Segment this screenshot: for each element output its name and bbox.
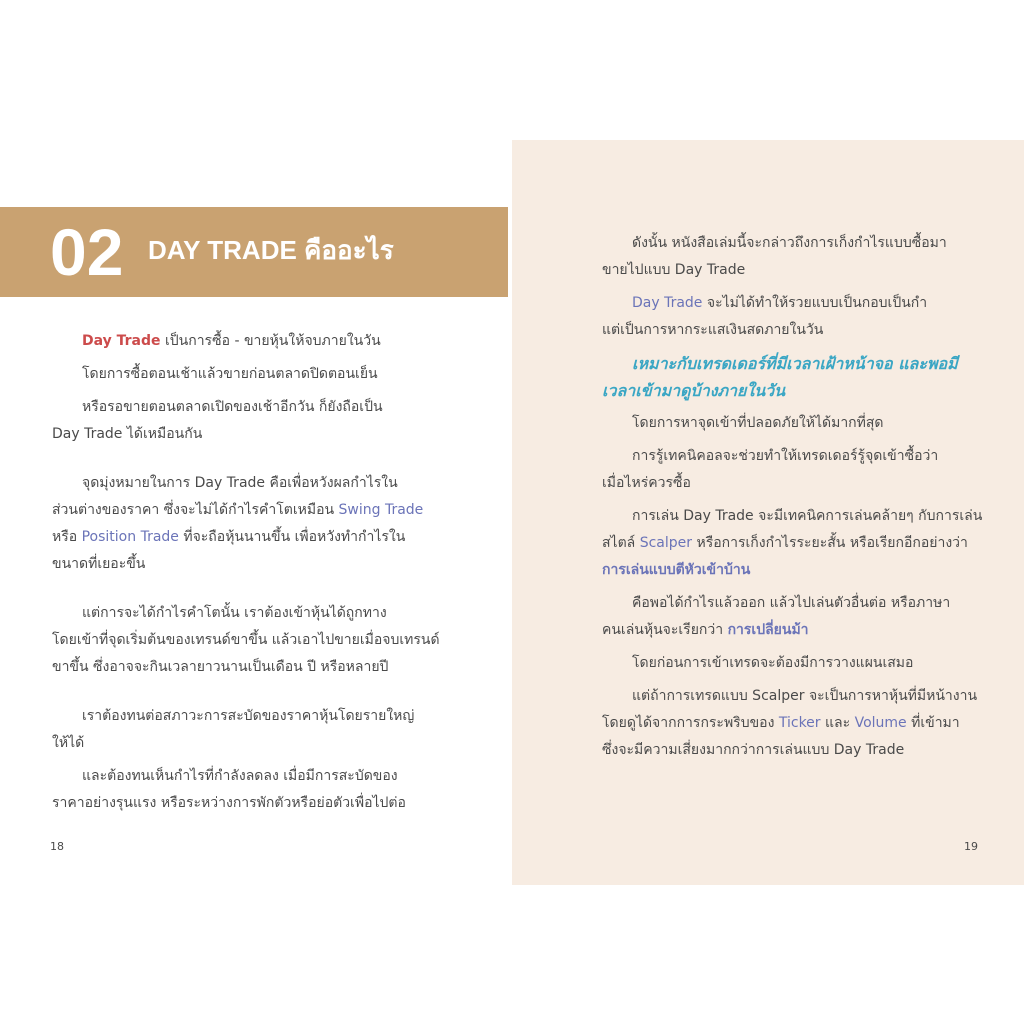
- term-highlight: Position Trade: [81, 529, 179, 545]
- text-line: แต่เป็นการหากระแสเงินสดภายในวัน: [602, 322, 824, 338]
- paragraph: [602, 590, 974, 644]
- text-line: ที่จะถือหุ้นนานขึ้น เพื่อหวังทำกำไรใน: [178, 529, 406, 545]
- text-line: เป็นการซื้อ - ขายหุ้นให้จบภายในวัน: [160, 333, 381, 349]
- paragraph: [602, 350, 974, 404]
- right-page: [512, 140, 1024, 885]
- term-highlight: Volume: [854, 715, 907, 731]
- text-line: ขาขึ้น ซึ่งอาจจะกินเวลายาวนานเป็นเดือน ปี หรือหลายปี: [52, 659, 389, 675]
- paragraph: [52, 361, 424, 388]
- paragraph: [52, 394, 424, 448]
- text-line: หรือ: [52, 529, 82, 545]
- term-highlight: Swing Trade: [338, 502, 424, 518]
- left-page: [0, 140, 512, 885]
- chapter-number: 02: [50, 215, 124, 289]
- paragraph: [602, 650, 974, 677]
- text-line: ให้ได้: [52, 735, 85, 751]
- term-highlight: Day Trade: [82, 333, 161, 349]
- text-line: จะไม่ได้ทำให้รวยแบบเป็นกอบเป็นกำ: [702, 295, 928, 311]
- text-line: หรือการเก็งกำไรระยะสั้น หรือเรียกอีกอย่างว่า: [692, 535, 968, 551]
- emphasis-line: เหมาะกับเทรดเดอร์ที่มีเวลาเฝ้าหน้าจอ และพอมี: [632, 354, 958, 373]
- page-number: 18: [50, 840, 64, 853]
- text-line: การเล่น Day Trade จะมีเทคนิคการเล่นคล้ายๆ กับการเล่น: [632, 508, 983, 524]
- term-highlight: Ticker: [778, 715, 821, 731]
- text-line: โดยการหาจุดเข้าที่ปลอดภัยให้ได้มากที่สุด: [632, 415, 884, 431]
- paragraph: [52, 328, 424, 355]
- paragraph: [602, 503, 983, 584]
- text-line: คนเล่นหุ้นจะเรียกว่า: [602, 622, 728, 638]
- term-highlight: Day Trade: [632, 295, 703, 311]
- text-line: เราต้องทนต่อสภาวะการสะบัดของราคาหุ้นโดยรายใหญ่: [82, 708, 415, 724]
- paragraph: [602, 230, 974, 284]
- text-line: จุดมุ่งหมายในการ Day Trade คือเพื่อหวังผลกำไรใน: [82, 475, 398, 491]
- text-line: และต้องทนเห็นกำไรที่กำลังลดลง เมื่อมีการสะบัดของ: [82, 768, 398, 784]
- emphasis-line: เวลาเข้ามาดูบ้างภายในวัน: [602, 381, 786, 400]
- chapter-header-band: [0, 207, 508, 297]
- paragraph: [602, 683, 978, 764]
- term-highlight: การเล่นแบบตีหัวเข้าบ้าน: [602, 562, 751, 578]
- text-line: ขายไปแบบ Day Trade: [602, 262, 746, 278]
- paragraph: [602, 290, 974, 344]
- paragraph: [602, 410, 974, 437]
- paragraph: [52, 703, 424, 757]
- text-line: ขนาดที่เยอะขึ้น: [52, 556, 146, 572]
- paragraph: [602, 443, 974, 497]
- paragraph: [52, 470, 424, 578]
- paragraph: [52, 763, 424, 817]
- right-body-text: [602, 230, 983, 770]
- term-highlight: การเปลี่ยนม้า: [727, 622, 809, 638]
- text-line: และ: [820, 715, 855, 731]
- text-line: สไตล์: [602, 535, 640, 551]
- text-line: คือพอได้กำไรแล้วออก แล้วไปเล่นตัวอื่นต่อ หรือภาษา: [632, 595, 951, 611]
- text-line: เมื่อไหร่ควรซื้อ: [602, 475, 691, 491]
- text-line: โดยการซื้อตอนเช้าแล้วขายก่อนตลาดปิดตอนเย็น: [82, 366, 378, 382]
- page-number: 19: [964, 840, 978, 853]
- term-highlight: Scalper: [639, 535, 693, 551]
- text-line: โดยดูได้จากการกระพริบของ: [602, 715, 779, 731]
- chapter-title: DAY TRADE คืออะไร: [148, 235, 394, 265]
- text-line: โดยก่อนการเข้าเทรดจะต้องมีการวางแผนเสมอ: [632, 655, 914, 671]
- text-line: ส่วนต่างของราคา ซึ่งจะไม่ได้กำไรคำโตเหมือน: [52, 502, 339, 518]
- text-line: โดยเข้าที่จุดเริ่มต้นของเทรนด์ขาขึ้น แล้วเอาไปขายเมื่อจบเทรนด์: [52, 632, 440, 648]
- left-body-text: [52, 328, 440, 823]
- text-line: ราคาอย่างรุนแรง หรือระหว่างการพักตัวหรือย่อตัวเพื่อไปต่อ: [52, 795, 406, 811]
- text-line: แต่ถ้าการเทรดแบบ Scalper จะเป็นการหาหุ้นที่มีหน้างาน: [632, 688, 978, 704]
- text-line: Day Trade ได้เหมือนกัน: [52, 426, 203, 442]
- text-line: ที่เข้ามา: [906, 715, 960, 731]
- text-line: ซึ่งจะมีความเสี่ยงมากกว่าการเล่นแบบ Day Trade: [602, 742, 905, 758]
- text-line: แต่การจะได้กำไรคำโตนั้น เราต้องเข้าหุ้นได้ถูกทาง: [82, 605, 387, 621]
- text-line: การรู้เทคนิคอลจะช่วยทำให้เทรดเดอร์รู้จุดเข้าซื้อว่า: [632, 448, 939, 464]
- paragraph: [52, 600, 440, 681]
- text-line: ดังนั้น หนังสือเล่มนี้จะกล่าวถึงการเก็งกำไรแบบซื้อมา: [632, 235, 947, 251]
- text-line: หรือรอขายตอนตลาดเปิดของเช้าอีกวัน ก็ยังถือเป็น: [82, 399, 383, 415]
